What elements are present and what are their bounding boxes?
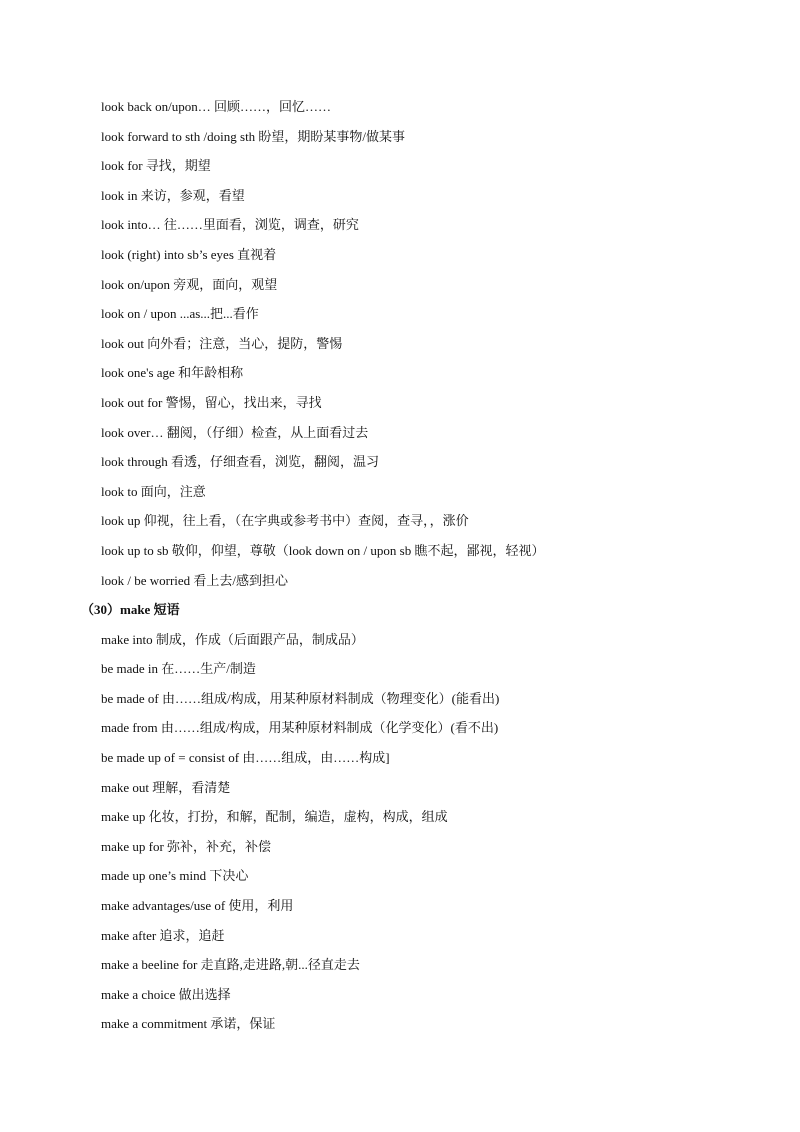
- look-entry: look up to sb 敬仰，仰望，尊敬（look down on / upon sb 瞧不起，鄙视，轻视）: [101, 542, 545, 558]
- make-entry: make after 追求，追赶: [101, 927, 225, 943]
- make-entry: make a choice 做出选择: [101, 986, 231, 1002]
- make-entry: make into 制成，作成（后面跟产品，制成品）: [101, 631, 364, 647]
- look-entry: look into… 往……里面看，浏览，调查，研究: [101, 217, 359, 233]
- make-entry: make out 理解，看清楚: [101, 779, 231, 795]
- section-heading-make: （30）make 短语: [81, 602, 180, 618]
- make-entry: make a commitment 承诺，保证: [101, 1016, 276, 1032]
- look-entry: look back on/upon… 回顾……，回忆……: [101, 99, 332, 114]
- make-entry: make up 化妆，打扮，和解，配制，编造，虚构，构成，组成: [101, 809, 448, 825]
- look-entry: look over… 翻阅，（仔细）检查，从上面看过去: [101, 424, 369, 440]
- make-entry: make up for 弥补，补充，补偿: [101, 838, 272, 854]
- look-entry: look to 面向，注意: [101, 483, 206, 499]
- make-entry: made up one’s mind 下决心: [101, 868, 249, 884]
- look-entry: look on / upon ...as...把...看作: [101, 306, 259, 322]
- look-entry: look in 来访，参观，看望: [101, 187, 245, 203]
- make-entry: be made of 由……组成/构成，用某种原材料制成（物理变化）(能看出): [101, 690, 500, 706]
- make-entry: be made in 在……生产/制造: [101, 661, 256, 677]
- look-entry: look forward to sth /doing sth 盼望，期盼某事物/做某事: [101, 128, 406, 144]
- make-entry: make a beeline for 走直路,走进路,朝...径直走去: [101, 957, 360, 973]
- phrase-list: [0, 92, 800, 1039]
- look-entry: look / be worried 看上去/感到担心: [101, 572, 289, 588]
- look-entry: look (right) into sb’s eyes 直视着: [101, 246, 277, 262]
- make-entry: made from 由……组成/构成，用某种原材料制成（化学变化）(看不出): [101, 720, 499, 736]
- look-entry: look on/upon 旁观，面向，观望: [101, 276, 278, 292]
- make-entry: make advantages/use of 使用，利用: [101, 898, 294, 914]
- look-entry: look one's age 和年龄相称: [101, 365, 244, 381]
- make-entry: be made up of = consist of 由……组成，由……构成]: [101, 750, 390, 766]
- look-entry: look for 寻找，期望: [101, 158, 211, 174]
- look-entry: look up 仰视，往上看，（在字典或参考书中）查阅，查寻，，涨价: [101, 513, 469, 529]
- look-entry: look out 向外看；注意，当心，提防，警惕: [101, 335, 343, 351]
- look-entry: look out for 警惕，留心，找出来，寻找: [101, 394, 322, 410]
- look-entry: look through 看透，仔细查看，浏览，翻阅，温习: [101, 454, 380, 470]
